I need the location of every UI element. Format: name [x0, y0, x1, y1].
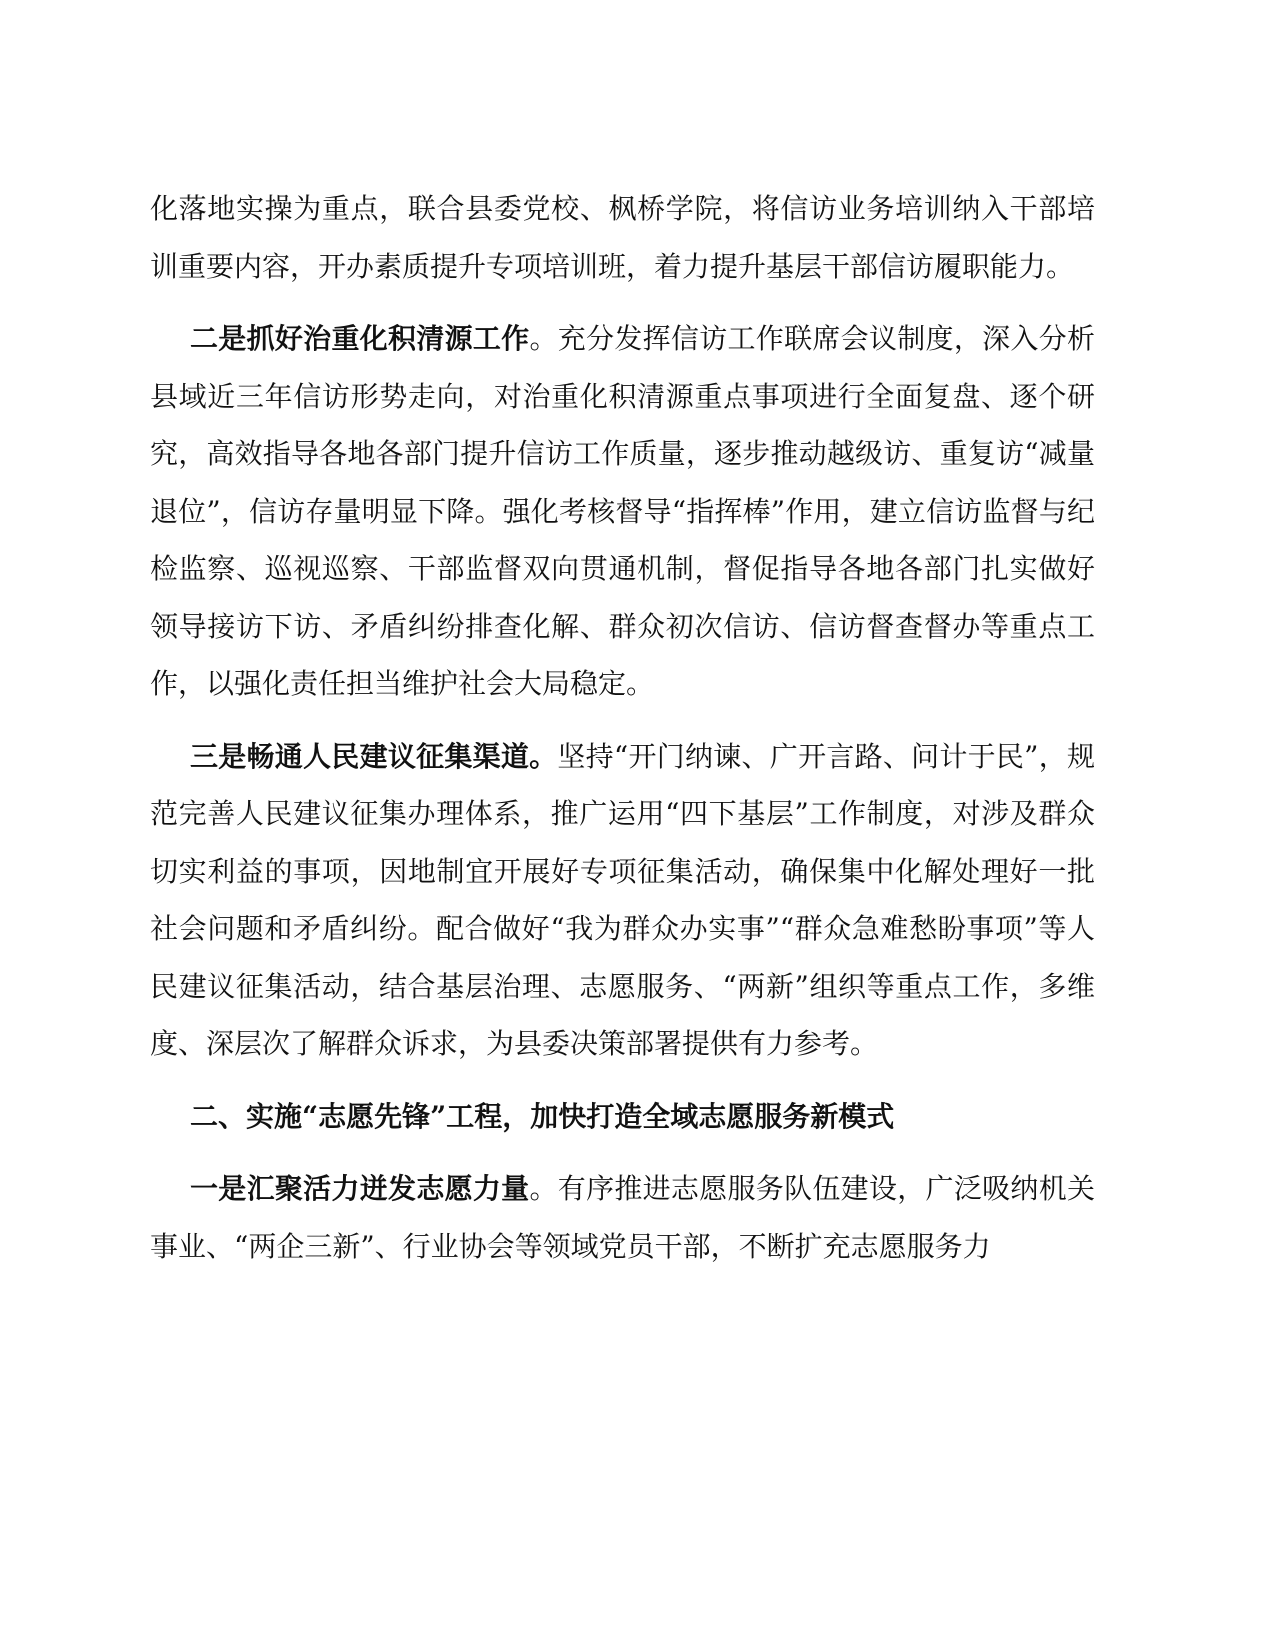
- paragraph-continuation: [150, 180, 1095, 295]
- paragraph-text: 化落地实操为重点，联合县委党校、枫桥学院，将信访业务培训纳入干部培训重要内容，开办素质提升专项培训班，着力提升基层干部信访履职能力。: [150, 192, 1095, 283]
- paragraph-text: 。有序推进志愿服务队伍建设，广泛吸纳机关事业、“两企三新”、行业协会等领域党员干部，不断扩充志愿服务力: [150, 1172, 1095, 1263]
- paragraph-lead: 二是抓好治重化积清源工作: [190, 322, 530, 355]
- document-body: [150, 180, 1095, 1290]
- section-heading: 二、实施“志愿先锋”工程，加快打造全域志愿服务新模式: [190, 1099, 895, 1133]
- paragraph-volunteer-power: [150, 1160, 1095, 1275]
- paragraph-lead: 一是汇聚活力迸发志愿力量: [190, 1172, 530, 1205]
- paragraph-petition-governance: [150, 310, 1095, 713]
- paragraph-text: 坚持“开门纳谏、广开言路、问计于民”，规范完善人民建议征集办理体系，推广运用“四下基层”工作制度，对涉及群众切实利益的事项，因地制宜开展好专项征集活动，确保集中化解处理好一批社会问题和矛盾纠纷。配合做好“我为群众办实事”“群众急难愁盼事项”等人民建议征集活动，结合基层治理、志愿服务、“两新”组织等重点工作，多维度、深层次了解群众诉求，为县委决策部署提供有力参考。: [150, 739, 1095, 1060]
- paragraph-suggestion-channels: [150, 728, 1095, 1073]
- paragraph-lead: 三是畅通人民建议征集渠道。: [190, 739, 558, 773]
- paragraph-text: 。充分发挥信访工作联席会议制度，深入分析县域近三年信访形势走向，对治重化积清源重点事项进行全面复盘、逐个研究，高效指导各地各部门提升信访工作质量，逐步推动越级访、重复访“减量退位”，信访存量明显下降。强化考核督导“指挥棒”作用，建立信访监督与纪检监察、巡视巡察、干部监督双向贯通机制，督促指导各地各部门扎实做好领导接访下访、矛盾纠纷排查化解、群众初次信访、信访督查督办等重点工作，以强化责任担当维护社会大局稳定。: [150, 322, 1095, 700]
